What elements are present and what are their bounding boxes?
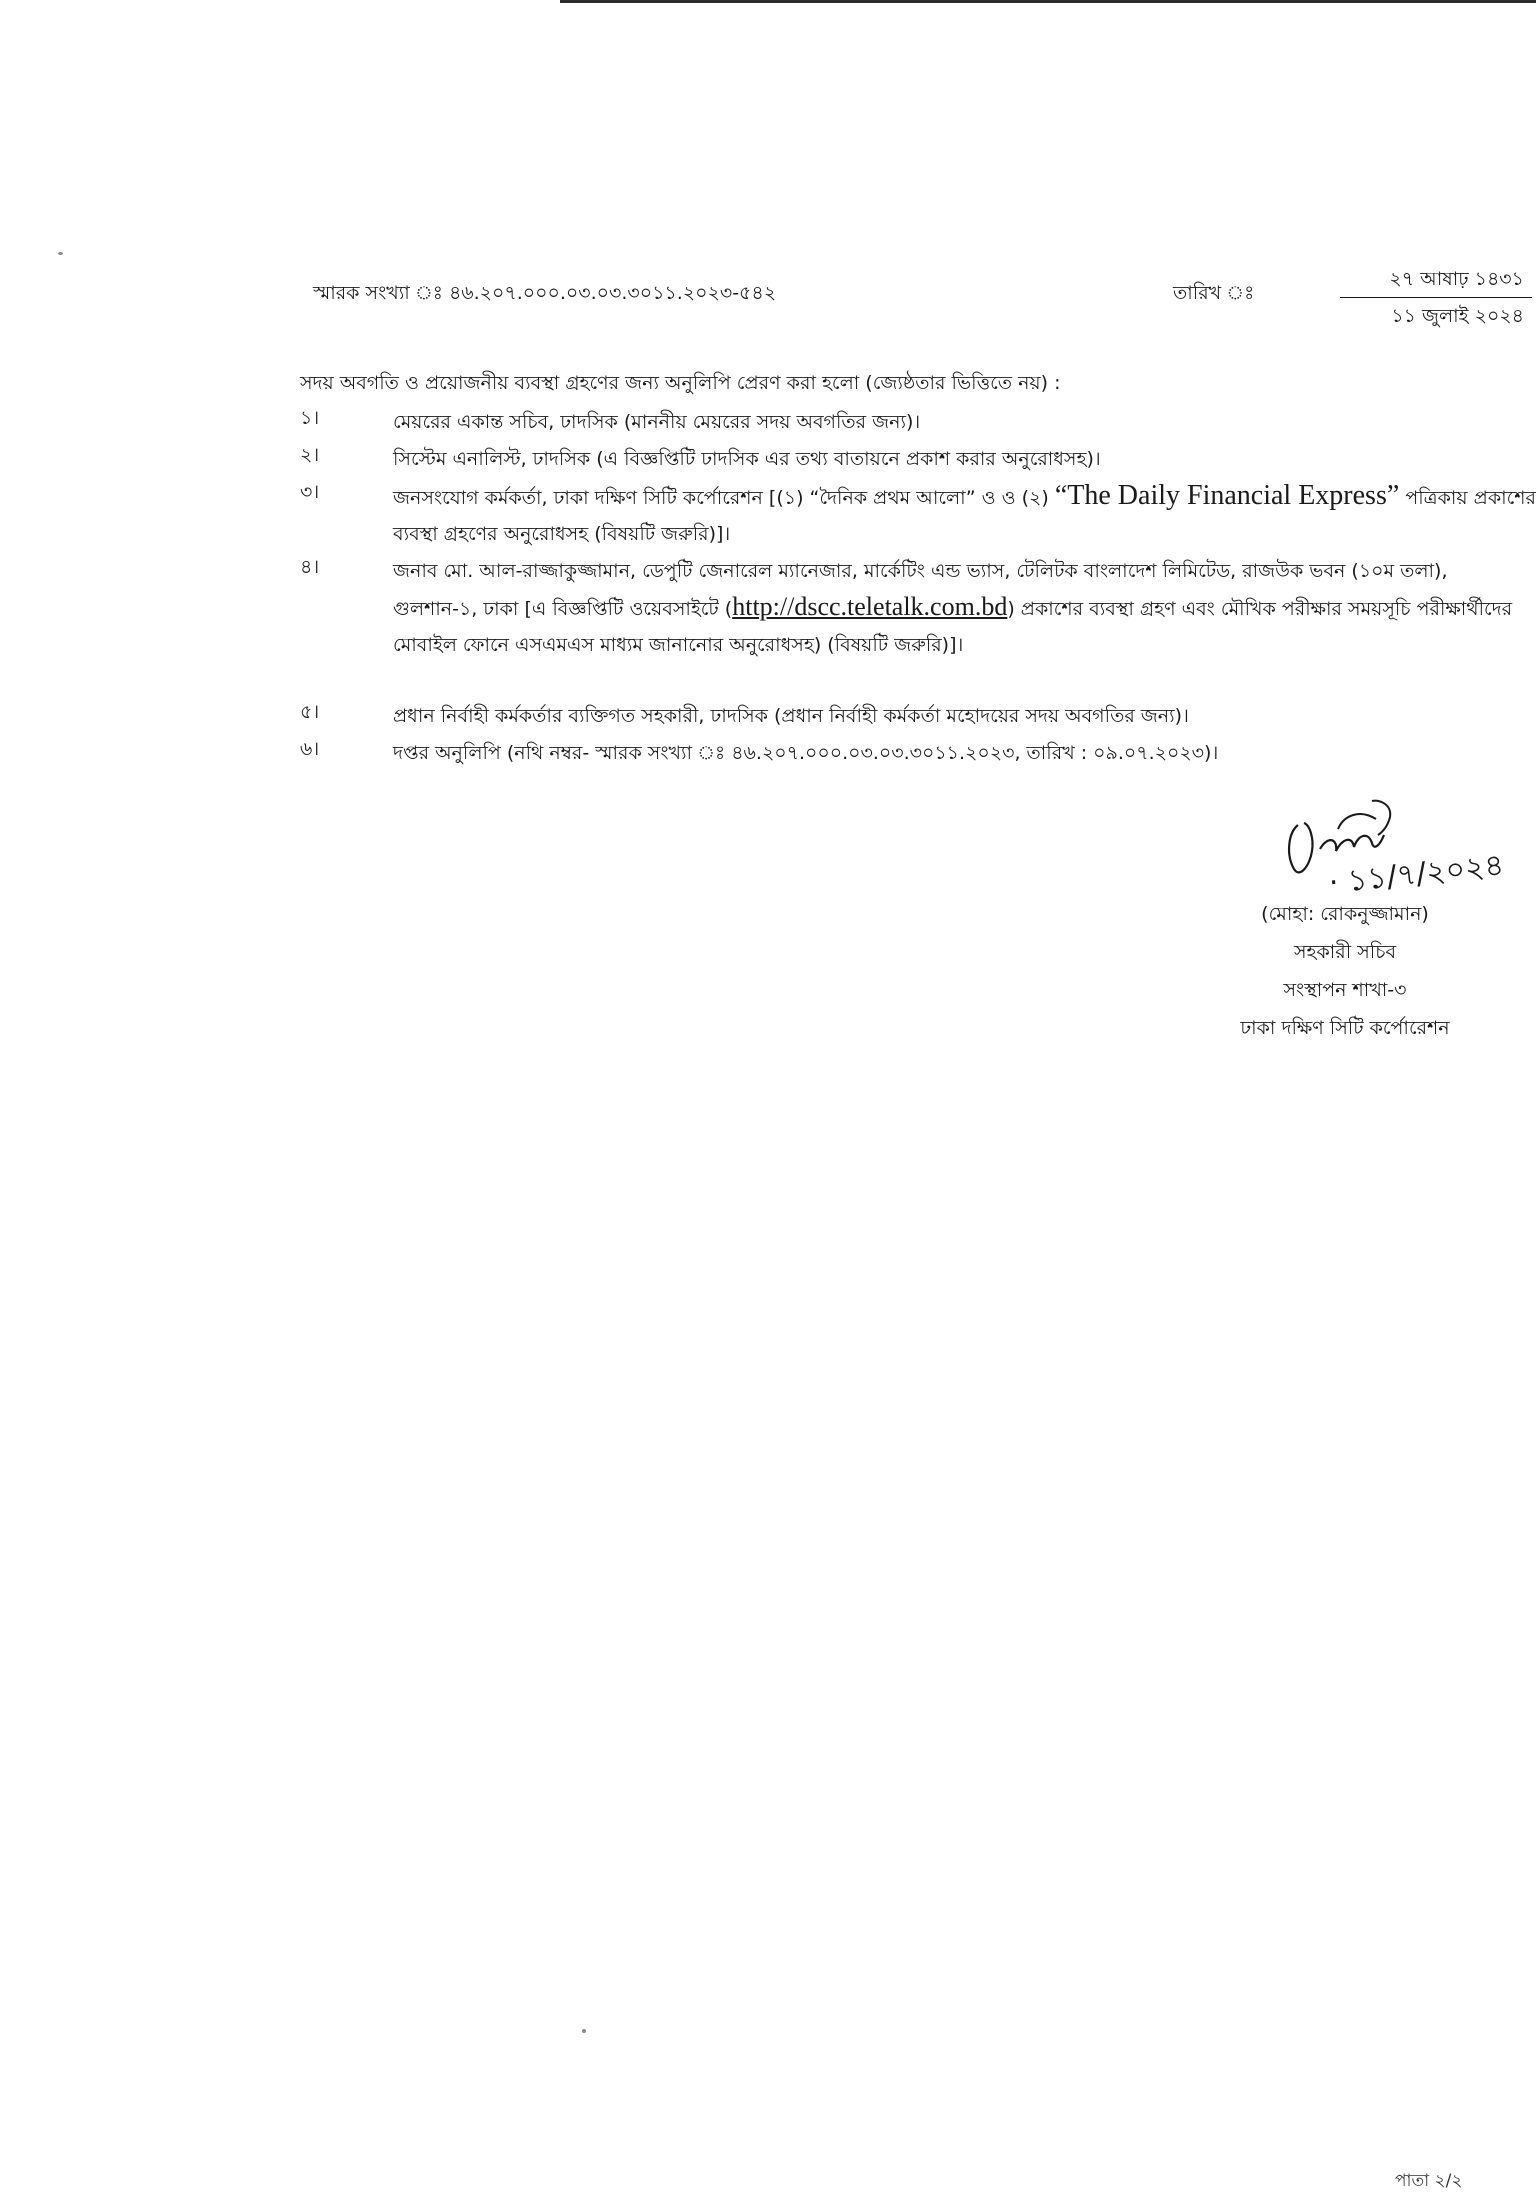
recipient-item-4 bbox=[300, 553, 1536, 663]
signatory-designation: সহকারী সচিব bbox=[1293, 941, 1397, 963]
scan-speck bbox=[582, 2029, 586, 2033]
signatory-name: (মোহা: রোকনুজ্জামান) bbox=[1261, 903, 1429, 925]
date-label: তারিখ ঃ bbox=[1173, 282, 1255, 304]
recipient-text: দপ্তর অনুলিপি (নথি নম্বর- স্মারক সংখ্যা ঃ ৪৬.২০৭.০০০.০৩.০৩.৩০১১.২০২৩, তারিখ : ০৯.০৭.২০২৩)। bbox=[393, 742, 1219, 764]
newspaper-name: “The Daily Financial Express” bbox=[1054, 480, 1400, 511]
recipient-text bbox=[393, 478, 1536, 552]
scan-speck bbox=[58, 252, 63, 255]
recipient-item-6 bbox=[300, 735, 1536, 771]
teletalk-website-link[interactable]: http://dscc.teletalk.com.bd bbox=[732, 592, 1008, 621]
recipient-text-part: পত্রিকায় প্রকাশের ব্যবস্থা গ্রহণের অনুরোধসহ (বিষয়টি জরুরি)]। bbox=[393, 487, 1536, 545]
recipient-item-3 bbox=[300, 478, 1536, 552]
recipient-text: মেয়রের একান্ত সচিব, ঢাদসিক (মাননীয় মেয়রের সদয় অবগতির জন্য)। bbox=[393, 411, 921, 433]
recipient-number: ২। bbox=[300, 444, 320, 466]
page-number: পাতা ২/২ bbox=[1395, 2171, 1463, 2191]
recipient-text bbox=[393, 553, 1536, 663]
recipient-item-1 bbox=[300, 404, 1536, 440]
signatory-branch: সংস্থাপন শাখা-৩ bbox=[1283, 979, 1407, 1001]
recipient-number: ৫। bbox=[300, 701, 320, 723]
recipient-number: ১। bbox=[300, 407, 320, 429]
recipient-text: সিস্টেম এনালিস্ট, ঢাদসিক (এ বিজ্ঞপ্তিটি ঢাদসিক এর তথ্য বাতায়নে প্রকাশ করার অনুরোধসহ)। bbox=[393, 448, 1101, 470]
recipient-number: ৪। bbox=[300, 556, 320, 578]
scan-edge-line bbox=[560, 0, 1536, 3]
recipient-number: ৩। bbox=[300, 481, 320, 503]
date-divider bbox=[1340, 297, 1532, 298]
recipient-item-2 bbox=[300, 441, 1536, 477]
date-gregorian: ১১ জুলাই ২০২৪ bbox=[1391, 305, 1524, 327]
memo-number: স্মারক সংখ্যা ঃ ৪৬.২০৭.০০০.০৩.০৩.৩০১১.২০২৩-৫৪২ bbox=[313, 282, 777, 304]
recipient-text-part: ) প্রকাশের ব্যবস্থা গ্রহণ এবং মৌখিক পরীক্ষার সময়সূচি পরীক্ষার্থীদের মোবাইল ফোনে এসএমএস মাধ্যম জানানোর অনুরোধসহ) (বিষয়টি জরুরি)]। bbox=[393, 598, 1513, 656]
date-box bbox=[1340, 265, 1532, 334]
recipient-text-part: জনাব মো. আল-রাজ্জাকুজ্জামান, ডেপুটি জেনারেল ম্যানেজার, মার্কেটিং এন্ড ভ্যাস, টেলিটক বাংলাদেশ লিমিটেড, রাজউক ভবন (১০ম তলা), গুলশান-১, ঢাকা [এ বিজ্ঞপ্তিটি ওয়েবসাইটে ( bbox=[393, 560, 1448, 620]
recipient-text-part: জনসংযোগ কর্মকর্তা, ঢাকা দক্ষিণ সিটি কর্পোরেশন [(১) “দৈনিক প্রথম আলো” ও ও (২) bbox=[393, 487, 1055, 509]
distribution-intro: সদয় অবগতি ও প্রয়োজনীয় ব্যবস্থা গ্রহণের জন্য অনুলিপি প্রেরণ করা হলো (জ্যেষ্ঠতার ভিত্তিতে নয়) : bbox=[300, 372, 1061, 394]
signatory-organization: ঢাকা দক্ষিণ সিটি কর্পোরেশন bbox=[1240, 1017, 1450, 1039]
recipient-number: ৬। bbox=[300, 738, 320, 760]
signature-date: · ১১/৭/২০২৪ bbox=[1327, 847, 1506, 901]
recipient-text: প্রধান নির্বাহী কর্মকর্তার ব্যক্তিগত সহকারী, ঢাদসিক (প্রধান নির্বাহী কর্মকর্তা মহোদয়ের সদয় অবগতির জন্য)। bbox=[393, 705, 1189, 727]
date-bangla: ২৭ আষাঢ় ১৪৩১ bbox=[1389, 268, 1524, 290]
recipient-item-5 bbox=[300, 698, 1536, 734]
signatory-block bbox=[1185, 895, 1505, 1047]
